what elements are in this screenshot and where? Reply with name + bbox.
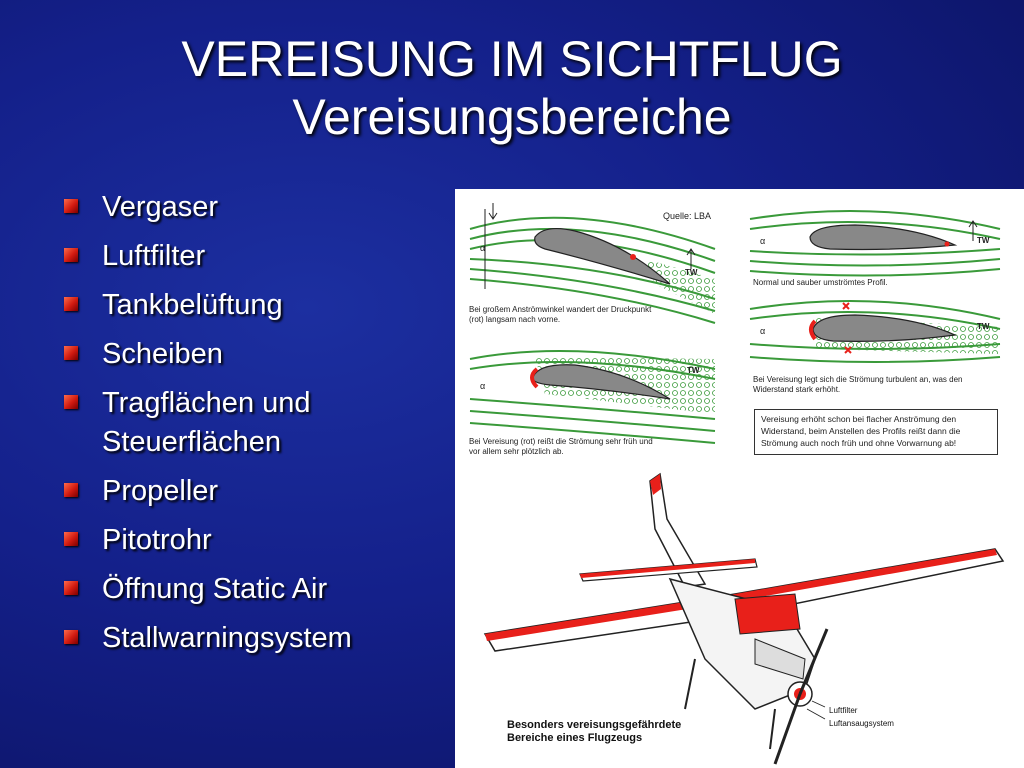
source-note: Quelle: LBA	[663, 211, 712, 221]
svg-text:TW: TW	[685, 268, 698, 277]
title-line-2: Vereisungsbereiche	[292, 89, 732, 145]
label-air-filter: Luftfilter	[829, 706, 858, 715]
bullet-square-icon	[64, 630, 78, 644]
svg-text:TW: TW	[977, 236, 990, 245]
bullet-item: Vergaser	[60, 188, 450, 227]
icing-figure	[455, 189, 1024, 768]
svg-text:α: α	[760, 326, 766, 336]
panel-normal	[750, 211, 1000, 276]
bullet-square-icon	[64, 581, 78, 595]
svg-text:α: α	[760, 236, 766, 246]
caption-icing-separation: Bei Vereisung (rot) reißt die Strömung sehr früh und vor allem sehr plötzlich ab.	[469, 437, 653, 456]
svg-text:α: α	[480, 381, 486, 391]
info-box: Vereisung erhöht schon bei flacher Anströmung den Widerstand, beim Anstellen des Profils reißt dann die Strömung auch noch früh und ohne Vorwarnung ab!	[754, 409, 998, 455]
bullet-item: Propeller	[60, 472, 450, 511]
bullet-item: Öffnung Static Air	[60, 570, 450, 609]
caption-icing-turbulent: Bei Vereisung legt sich die Strömung turbulent an, was den Widerstand stark erhöht.	[753, 375, 963, 394]
bullet-item: Tragflächen und Steuerflächen	[60, 384, 450, 462]
figure-artwork	[455, 189, 1024, 768]
bullet-square-icon	[64, 199, 78, 213]
bullet-item: Tankbelüftung	[60, 286, 450, 325]
bullet-item: Pitotrohr	[60, 521, 450, 560]
bullet-square-icon	[64, 483, 78, 497]
bullet-item: Luftfilter	[60, 237, 450, 276]
bullet-square-icon	[64, 297, 78, 311]
label-air-intake: Luftansaugsystem	[829, 719, 894, 728]
bullet-square-icon	[64, 395, 78, 409]
caption-normal: Normal und sauber umströmtes Profil.	[753, 278, 888, 287]
svg-text:TW: TW	[687, 366, 700, 375]
bullet-item: Stallwarningsystem	[60, 619, 450, 658]
bullet-item: Scheiben	[60, 335, 450, 374]
panel-icing-separation	[470, 351, 715, 443]
caption-high-angle: Bei großem Anströmwinkel wandert der Druckpunkt (rot) langsam nach vorne.	[469, 305, 652, 324]
bullet-square-icon	[64, 532, 78, 546]
svg-text:TW: TW	[977, 322, 990, 331]
bullet-square-icon	[64, 346, 78, 360]
bullet-list	[60, 188, 450, 668]
svg-text:α: α	[480, 243, 486, 253]
slide-title	[0, 30, 1024, 146]
title-line-1: VEREISUNG IM SICHTFLUG	[181, 31, 843, 87]
panel-icing-turbulent	[750, 301, 1000, 362]
bullet-square-icon	[64, 248, 78, 262]
plane-caption: Besonders vereisungsgefährdete Bereiche eines Flugzeugs	[507, 719, 682, 744]
